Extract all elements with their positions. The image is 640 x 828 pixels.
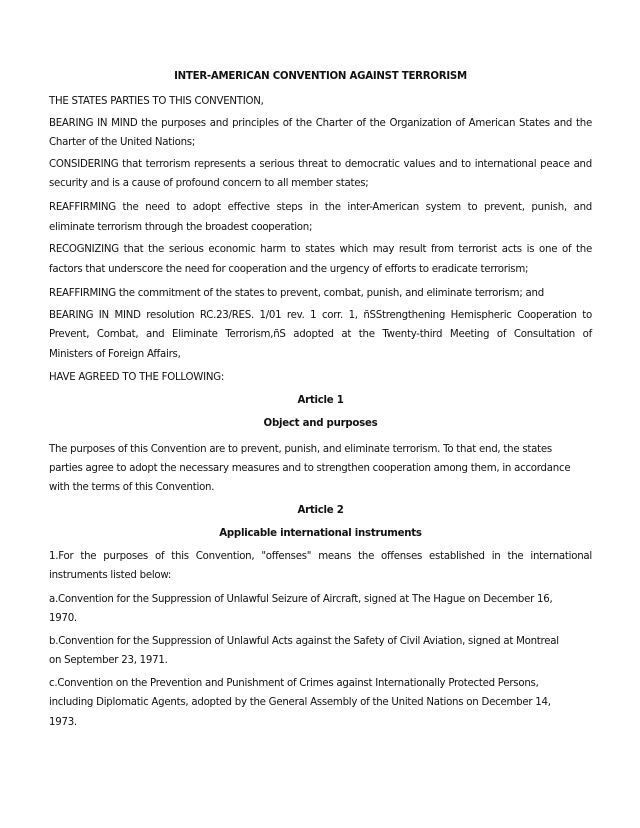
preamble-line: security and is a cause of profound concern to all member states; xyxy=(49,178,369,189)
preamble-line: factors that underscore the need for cooperation and the urgency of efforts to eradicate terrorism; xyxy=(49,264,529,275)
preamble-line: Charter of the United Nations; xyxy=(49,137,196,148)
preamble-line: CONSIDERING that terrorism represents a serious threat to democratic values and to international peace and xyxy=(49,159,592,170)
instrument-c-line: c.Convention on the Prevention and Punishment of Crimes against Internationally Protected Persons, xyxy=(49,678,539,689)
article-2-subheading: Applicable international instruments xyxy=(219,528,422,539)
document-title: INTER-AMERICAN CONVENTION AGAINST TERRORISM xyxy=(174,71,467,82)
article-1-line: The purposes of this Convention are to prevent, punish, and eliminate terrorism. To that end, the states xyxy=(49,444,552,455)
preamble-line: eliminate terrorism through the broadest cooperation; xyxy=(49,222,313,233)
preamble-line: REAFFIRMING the need to adopt effective steps in the inter-American system to prevent, punish, and xyxy=(49,202,592,213)
preamble-line: REAFFIRMING the commitment of the states to prevent, combat, punish, and eliminate terrorism; and xyxy=(49,288,544,299)
article-1-line: parties agree to adopt the necessary measures and to strengthen cooperation among them, in accordance xyxy=(49,463,571,474)
instrument-a-line: 1970. xyxy=(49,613,77,624)
instrument-a-line: a.Convention for the Suppression of Unlawful Seizure of Aircraft, signed at The Hague on December 16, xyxy=(49,594,553,605)
preamble-line: BEARING IN MIND resolution RC.23/RES. 1/01 rev. 1 corr. 1, ñSStrengthening Hemispheric Cooperation to xyxy=(49,310,592,321)
article-1-heading: Article 1 xyxy=(297,395,344,406)
preamble-line: Ministers of Foreign Affairs, xyxy=(49,349,181,360)
preamble-line: HAVE AGREED TO THE FOLLOWING: xyxy=(49,372,225,383)
instrument-b-line: b.Convention for the Suppression of Unlawful Acts against the Safety of Civil Aviation, signed at Montreal xyxy=(49,636,559,647)
preamble-line: RECOGNIZING that the serious economic harm to states which may result from terrorist acts is one of the xyxy=(49,244,592,255)
instrument-c-line: 1973. xyxy=(49,717,77,728)
article-1-subheading: Object and purposes xyxy=(263,418,378,429)
article-1-line: with the terms of this Convention. xyxy=(49,482,215,493)
preamble-line: Prevent, Combat, and Eliminate Terrorism,ñS adopted at the Twenty-third Meeting of Consultation of xyxy=(49,329,592,340)
preamble-line: THE STATES PARTIES TO THIS CONVENTION, xyxy=(49,96,264,107)
article-2-heading: Article 2 xyxy=(297,505,344,516)
article-2-line: 1.For the purposes of this Convention, "offenses" means the offenses established in the international xyxy=(49,551,592,562)
instrument-c-line: including Diplomatic Agents, adopted by the General Assembly of the United Nations on December 14, xyxy=(49,697,551,708)
preamble-line: BEARING IN MIND the purposes and principles of the Charter of the Organization of American States and the xyxy=(49,118,592,129)
article-2-line: instruments listed below: xyxy=(49,570,172,581)
instrument-b-line: on September 23, 1971. xyxy=(49,655,168,666)
